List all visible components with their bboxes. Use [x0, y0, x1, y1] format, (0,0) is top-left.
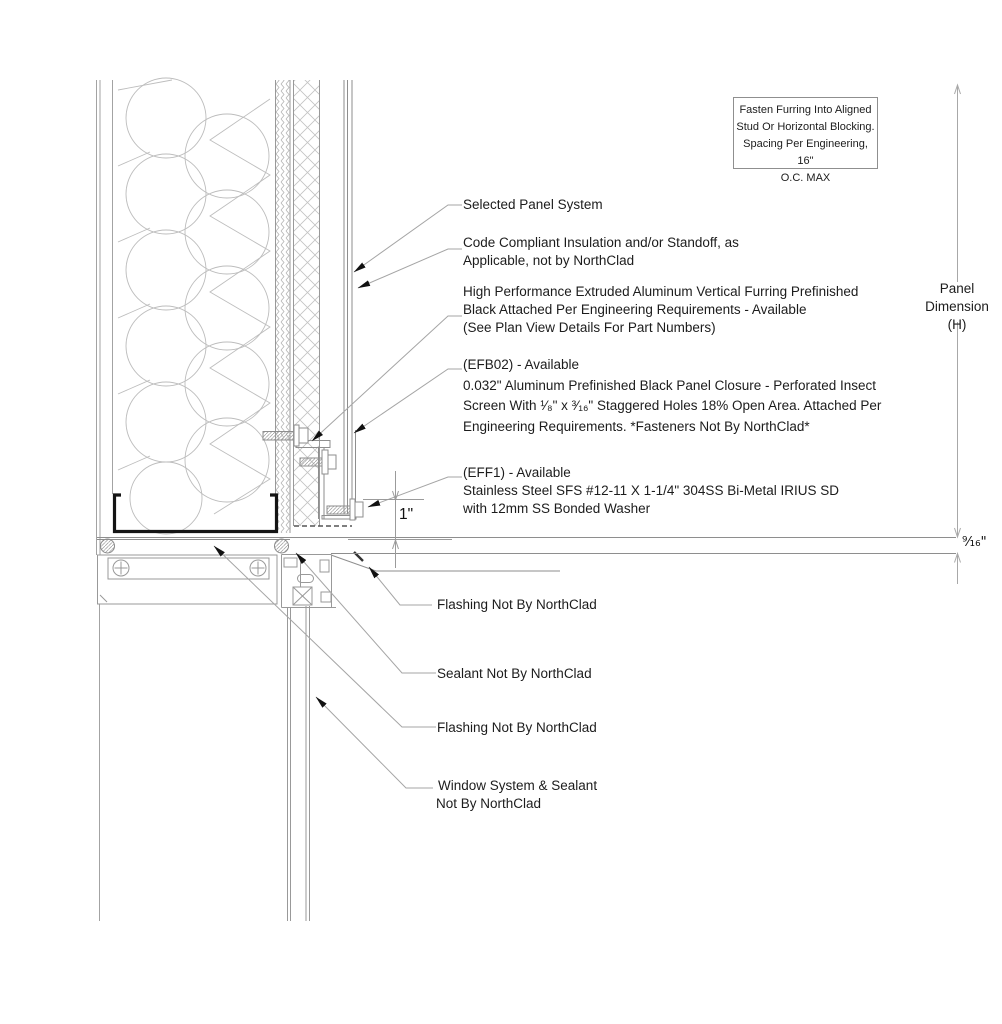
note-line: O.C. MAX [780, 172, 831, 184]
label-furring-1: High Performance Extruded Aluminum Vertical Furring Prefinished [463, 284, 859, 299]
label-furring-3: (See Plan View Details For Part Numbers) [463, 320, 716, 335]
dimension-one-inch-text: 1" [399, 506, 414, 523]
label-flashing-1: Flashing Not By NorthClad [437, 597, 597, 612]
leader-flashing-1 [369, 567, 432, 605]
label-code-compliant-1: Code Compliant Insulation and/or Standoff, as [463, 235, 739, 250]
sheathing-band [276, 80, 291, 533]
closure-channel-heavy [115, 495, 277, 532]
label-selected-panel-system: Selected Panel System [463, 197, 603, 212]
label-window-system-2: Not By NorthClad [436, 796, 542, 811]
label-sealant: Sealant Not By NorthClad [437, 666, 592, 681]
leader-lines [214, 205, 462, 788]
label-efb02-1: (EFB02) - Available [463, 357, 580, 372]
label-eff1-3: with 12mm SS Bonded Washer [463, 501, 651, 516]
batt-insulation [118, 78, 270, 534]
panel-system-lines [343, 80, 352, 519]
leader-efb02 [354, 369, 462, 433]
label-eff1-1: (EFF1) - Available [463, 465, 571, 480]
eff1-fastener [327, 499, 363, 520]
dimension-nine-sixteenths-text: ⁹⁄₁₆" [962, 534, 987, 550]
note-line: Spacing Per Engineering, 16" [743, 138, 868, 167]
window-frame [282, 555, 337, 922]
panel-dimension-line: Dimension [925, 299, 989, 314]
panel-dimension-line: Panel [939, 281, 975, 296]
panel-dimension-label [916, 280, 998, 334]
label-efb02-4: Engineering Requirements. *Fasteners Not By NorthClad* [463, 419, 810, 434]
leader-selected-panel [354, 205, 462, 272]
label-efb02-3: Screen With ¹⁄₈" x ³⁄₁₆" Staggered Holes 18% Open Area. Attached Per [463, 398, 882, 413]
label-window-system-1: Window System & Sealant [438, 778, 598, 793]
leader-flashing-2 [214, 546, 436, 727]
label-eff1-2: Stainless Steel SFS #12-11 X 1-1/4" 304SS Bi-Metal IRIUS SD [463, 483, 839, 498]
label-furring-2: Black Attached Per Engineering Requirements - Available [463, 302, 807, 317]
leader-code-compliant [358, 249, 462, 288]
label-efb02-2: 0.032" Aluminum Prefinished Black Panel Closure - Perforated Insect [463, 378, 877, 393]
note-line: Stud Or Horizontal Blocking. [736, 121, 875, 133]
leader-eff1 [368, 477, 462, 507]
interior-wall-lines [97, 80, 113, 921]
dimension-panel-height [955, 85, 961, 584]
panel-dimension-line: (H) [947, 317, 967, 332]
label-flashing-2: Flashing Not By NorthClad [437, 720, 597, 735]
label-code-compliant-2: Applicable, not by NorthClad [463, 253, 635, 268]
note-box [733, 97, 878, 184]
note-line: Fasten Furring Into Aligned [739, 104, 872, 116]
interior-head-trim [98, 555, 278, 604]
leader-furring [312, 316, 462, 441]
head-flashing [97, 538, 956, 572]
sealant-backer-rods [101, 539, 289, 553]
leader-window-system [316, 697, 433, 788]
